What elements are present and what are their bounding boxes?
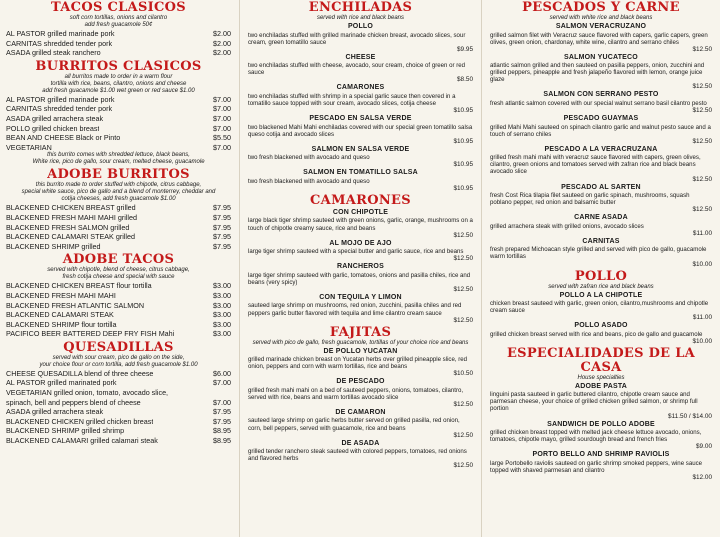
menu-item (248, 84, 473, 114)
menu-item-row (6, 104, 231, 114)
section-subtitle: soft corn tortillas, onions and cilantro (69, 15, 168, 21)
item-price: $3.00 (213, 281, 231, 291)
menu-item-row (6, 143, 231, 153)
item-description: large tiger shrimp sauteed with a special butter and garlic sauce, rice and beans (248, 248, 464, 256)
item-name: CON TEQUILA Y LIMON (319, 293, 402, 301)
item-price: $2.00 (213, 38, 231, 48)
item-description: fresh prepared Michoacan style grilled and served with pico de gallo, guacamole warm tortillas (490, 246, 707, 261)
item-name: CARNITAS (582, 237, 620, 245)
item-name: BLACKENED CHICKEN BREAST grilled (6, 203, 136, 213)
item-name: CON CHIPOTLE (332, 208, 389, 216)
menu-item-row (6, 203, 231, 213)
item-name: BLACKENED CALAMARI STEAK grilled (6, 232, 136, 242)
item-price: $12.50 (453, 285, 473, 293)
item-name: ASADA grilled arrachera steak (6, 113, 104, 123)
menu-item-row (6, 232, 231, 242)
item-price: $9.00 (696, 443, 712, 451)
menu-item (490, 421, 712, 451)
item-name: BLACKENED SHRIMP grilled shrimp (6, 426, 125, 436)
item-price: $7.95 (213, 203, 231, 213)
menu-item (490, 91, 712, 114)
section-adobe-tacos (6, 253, 231, 339)
menu-item-row (6, 417, 231, 427)
section-subtitle: special white sauce, pico de gallo and a blend of monterrey, cheddar and (21, 189, 216, 196)
menu-item-row (6, 95, 231, 105)
section-subtitle: House specialties (577, 374, 625, 381)
item-price: $12.50 (453, 231, 473, 239)
item-price: $7.00 (213, 104, 231, 114)
item-price: $12.50 (453, 431, 473, 439)
item-name: DE CAMARON (335, 408, 386, 416)
item-price: $6.00 (213, 368, 231, 378)
menu-item-row (6, 310, 231, 320)
section-title: ESPECIALIDADES DE LA CASA (506, 345, 696, 375)
item-name: BLACKENED CALAMARI grilled calamari steak (6, 436, 158, 446)
item-price: $12.50 (453, 316, 473, 324)
section-pescados-y-carne (490, 1, 712, 268)
item-price: $7.95 (213, 222, 231, 232)
item-description: sauteed large shrimp on garlic herbs butter served on grilled pasilla, red onion, corn, bell peppers, served with guacamole, rice and beans (248, 417, 460, 432)
menu-item (248, 240, 473, 263)
menu-item (248, 348, 473, 378)
item-name: POLLO A LA CHIPOTLE (559, 291, 643, 299)
menu-item-row (6, 398, 231, 408)
item-name: BLACKENED FRESH MAHI MAHI grilled (6, 212, 137, 222)
menu-item (248, 146, 473, 169)
item-price: $7.95 (213, 407, 231, 417)
item-description: large black tiger shrimp sauteed with green onions, garlic, orange, mushrooms on a touch of chipotle creamy sauce, rice and beans (248, 217, 473, 232)
section-tacos-clasicos (6, 1, 231, 58)
item-price: $10.00 (692, 260, 712, 268)
item-price: $12.50 (692, 107, 712, 115)
item-price: $7.95 (213, 232, 231, 242)
section-title: CAMARONES (310, 192, 411, 208)
item-name: POLLO (347, 23, 374, 30)
menu-item-row (6, 133, 231, 143)
section-adobe-burritos (6, 168, 231, 251)
item-price (228, 388, 231, 398)
item-name: CHEESE (345, 53, 376, 61)
section-title: PESCADOS Y CARNE (522, 0, 680, 15)
item-price: $11.00 (692, 229, 712, 237)
item-price: $7.00 (213, 123, 231, 133)
item-description: grilled Mahi Mahi sauteed on spinach cilantro garlic and walnut pesto sauce and a touch of serrano chiles (490, 123, 711, 138)
menu-item (248, 440, 473, 470)
item-price: $8.95 (213, 436, 231, 446)
item-description: two enchiladas stuffed with shrimp in a special garlic sauce then covered in a tomatillo sauce topped with sour cream, avocado slices, cotija cheese (248, 92, 456, 107)
section-camarones (248, 194, 473, 324)
item-name: SALMON CON SERRANO PESTO (543, 91, 659, 99)
section-title: ADOBE BURRITOS (47, 167, 190, 183)
section-subtitle: served with zafran rice and black beans (548, 283, 654, 290)
item-price: $7.00 (213, 113, 231, 123)
section-subtitle: tortilla with rice, beans, cilantro, onions and cheese (50, 80, 187, 87)
item-price: $12.50 (692, 137, 712, 145)
item-description: linguini pasta sauteed in garlic buttered cilantro, chipotle cream sauce and parmesan cheese, your choice of grilled chicken grilled salmon, or shrimp full portion (490, 391, 698, 413)
item-name: spinach, bell and peppers blend of cheese (6, 397, 141, 407)
menu-item (490, 146, 712, 183)
item-price: $2.00 (213, 48, 231, 58)
item-name: BLACKENED CHICKEN BREAST flour tortilla (6, 281, 152, 291)
section-title: FAJITAS (329, 324, 392, 340)
menu-item-row (6, 320, 231, 330)
section-subtitle: add fresh guacamole $1.00 wet green or red sauce $1.00 (42, 87, 195, 94)
menu-item (490, 383, 712, 420)
menu-item (248, 115, 473, 145)
section-subtitle: served with sour cream, pico de gallo on the side, (52, 354, 185, 361)
item-price: $12.50 (453, 462, 473, 470)
section-pollo (490, 270, 712, 345)
section-title: POLLO (574, 268, 628, 284)
item-name: PESCADO EN SALSA VERDE (309, 115, 412, 123)
item-name: BLACKENED FRESH SALMON grilled (6, 222, 130, 232)
item-name: RANCHEROS (337, 263, 384, 271)
item-description: grilled chicken breast topped with melted jack cheese lettuce avocado, onions, tomatoes, chipotle mayo, grilled sourdough bread and french fries (490, 429, 702, 444)
item-name: VEGETARIAN grilled onion, tomato, avocado slice, (6, 388, 169, 398)
section-fajitas (248, 326, 473, 470)
item-price: $5.50 (213, 133, 231, 143)
item-name: BLACKENED SHRIMP flour tortilla (6, 319, 117, 329)
item-name: AL MOJO DE AJO (329, 239, 392, 247)
menu-item-row (6, 369, 231, 379)
section-enchiladas (248, 1, 473, 192)
item-description: sauteed large shrimp on mushrooms, red onion, zucchini, pasilla chiles and red peppers garlic butter flavored with tequila and lime cilantro cream sauce (248, 302, 462, 317)
section-title: TACOS CLASICOS (51, 0, 186, 15)
item-price: $9.95 (457, 45, 473, 53)
item-price: $7.95 (213, 416, 231, 426)
menu-item-row (6, 329, 231, 339)
item-name: POLLO grilled chicken breast (6, 123, 100, 133)
item-description: two fresh blackened with avocado and queso (248, 154, 370, 162)
item-name: DE POLLO YUCATAN (323, 347, 398, 355)
item-description: grilled marinade chicken breast on Yucatan herbs over grilled pineapple slice, red onion, peppers and corn with warm tortillas, rice and beans (248, 356, 468, 371)
item-price: $10.95 (453, 107, 473, 115)
item-description: two enchiladas stuffed with grilled marinade chicken breast, avocado slices, sour cream, green tomatillo sauce (248, 31, 466, 46)
menu-item (248, 209, 473, 239)
menu-item (248, 409, 473, 439)
item-price: $10.95 (453, 137, 473, 145)
item-price: $3.00 (213, 310, 231, 320)
menu-item (490, 322, 712, 345)
menu-item-row (6, 29, 231, 39)
item-description: large Portobello raviolis sauteed on garlic shrimp smoked peppers, wine sauce topped with shaved parmesan and cilantro (490, 459, 703, 474)
menu-item-row (6, 378, 231, 388)
item-name: VEGETARIAN (6, 142, 52, 152)
item-price: $8.95 (213, 426, 231, 436)
item-name: DE ASADA (341, 439, 380, 447)
item-name: AL PASTOR grilled marinated pork (6, 378, 117, 388)
menu-item (490, 115, 712, 145)
menu-item-row (6, 48, 231, 58)
section-subtitle: served with white rice and black beans (549, 15, 653, 21)
menu-column-middle (240, 0, 482, 537)
item-price: $12.50 (453, 255, 473, 263)
section-title: BURRITOS CLASICOS (35, 58, 202, 74)
item-name: BLACKENED CHICKEN grilled chicken breast (6, 416, 154, 426)
item-name: ASADA grilled steak ranchero (6, 48, 101, 58)
item-description: two enchiladas stuffed with cheese, avocado, sour cream, choice of green or red sauce (248, 62, 466, 77)
section-subtitle: served with chipotle, blend of cheese, citrus cabbage, (47, 267, 190, 274)
item-description: fresh Cost Rica tilapia filet sauteed on garlic spinach, mushrooms, squash poblano pepper, red onion and balsamic butter (490, 192, 690, 207)
item-price: $3.00 (213, 300, 231, 310)
item-name: SALMON YUCATECO (564, 53, 638, 61)
menu-item-row (6, 436, 231, 446)
section-title: ADOBE TACOS (62, 252, 175, 268)
section-especialidades (490, 347, 712, 481)
item-name: SALMON VERACRUZANO (555, 23, 647, 30)
item-description: two blackened Mahi Mahi enchiladas covered with our special green tomatillo salsa queso cotija and avocado slices (248, 123, 473, 138)
item-name: CARNITAS shredded tender pork (6, 104, 113, 114)
item-description: grilled tender ranchero steak sauteed with colored peppers, tomatoes, red onions and flavored herbs (248, 448, 467, 463)
menu-item-row (6, 223, 231, 233)
menu-item (490, 292, 712, 322)
item-description: two fresh blackened with avocado and queso (248, 177, 370, 185)
menu-item (248, 378, 473, 408)
item-description: chicken breast sauteed with garlic, green onion, cilantro,mushrooms and chipotle cream sauce (490, 300, 709, 315)
item-price: $10.50 (453, 370, 473, 378)
item-name: CHEESE QUESADILLA blend of three cheese (6, 368, 154, 378)
menu-item (490, 54, 712, 91)
section-subtitle: add fresh guacamole 50¢ (84, 22, 153, 28)
item-name: CAMARONES (336, 84, 385, 92)
menu-item-row (6, 407, 231, 417)
menu-item-row (6, 388, 231, 398)
menu-item-row (6, 291, 231, 301)
item-price: $12.50 (692, 83, 712, 91)
item-price: $8.50 (457, 76, 473, 84)
menu-item-row (6, 242, 231, 252)
item-name: CARNITAS shredded tender pork (6, 38, 113, 48)
item-price: $12.50 (453, 400, 473, 408)
item-name: SALMON EN TOMATILLO SALSA (303, 169, 418, 177)
section-title: ENCHILADAS (308, 0, 413, 15)
item-description: large tiger shrimp sauteed with garlic, tomatoes, onions and pasilla chiles, rice and beans (very spicy) (248, 271, 471, 286)
menu-item (490, 238, 712, 268)
item-name: BLACKENED SHRIMP grilled (6, 241, 101, 251)
menu-item (490, 184, 712, 214)
menu-item (248, 23, 473, 53)
item-name: CARNE ASADA (574, 214, 628, 222)
menu-item-row (6, 114, 231, 124)
item-description: grilled arrachera steak with grilled onions, avocado slices (490, 222, 644, 230)
item-name: ADOBE PASTA (574, 382, 628, 390)
menu-item-row (6, 213, 231, 223)
item-description: grilled fresh mahi mahi on a bed of sauteed peppers, onions, tomatoes, cilantro, served with rice, beans and warm tortillas avocado slice (248, 386, 464, 401)
item-name: PESCADO AL SARTEN (561, 183, 641, 191)
menu-item (490, 214, 712, 237)
item-name: POLLO ASADO (574, 322, 628, 330)
item-price: $11.00 (692, 314, 712, 322)
item-price: $12.50 (692, 45, 712, 53)
menu-column-left (0, 0, 240, 537)
item-price: $3.00 (213, 319, 231, 329)
item-name: BLACKENED CALAMARI STEAK (6, 310, 114, 320)
section-subtitle: served with pico de gallo, fresh guacamole, tortillas of your choice rice and beans (252, 339, 469, 346)
item-price: $3.00 (213, 329, 231, 339)
item-name: PESCADO A LA VERACRUZANA (544, 145, 658, 153)
section-subtitle: cotija cheeses, add fresh guacamole $1.00 (61, 196, 176, 203)
item-description: grilled fresh mahi mahi with veracruz sauce flavored with capers, green olives, cilantro, green onions and tomatoes served with zafran rice and black beans avocado slice (490, 154, 701, 176)
menu-item-row (6, 426, 231, 436)
menu-item (490, 451, 712, 481)
section-note: this burrito comes with shredded lettuce, black beans, (47, 152, 190, 159)
item-price: $7.00 (213, 397, 231, 407)
item-price: $11.50 / $14.00 (668, 412, 712, 420)
section-note: White rice, pico de gallo, sour cream, melted cheese, guacamole (32, 159, 205, 166)
menu-item (248, 294, 473, 324)
item-price: $12.50 (692, 175, 712, 183)
menu-item (490, 23, 712, 53)
section-subtitle: fresh cotija cheese and special with sauce (62, 274, 175, 281)
item-price: $7.00 (213, 142, 231, 152)
item-name: AL PASTOR grilled marinade pork (6, 94, 115, 104)
menu-item-row (6, 124, 231, 134)
section-subtitle: all burritos made to order in a warm flour (64, 73, 173, 80)
item-name: BLACKENED FRESH MAHI MAHI (6, 290, 116, 300)
item-name: SANDWICH DE POLLO ADOBE (547, 420, 655, 428)
item-price: $10.00 (692, 337, 712, 345)
item-price: $2.00 (213, 29, 231, 38)
item-description: grilled salmon filet with Veracruz sauce flavored with capers, garlic capers, green olives, green onion, chardonay, white wine, cilantro and serrano chiles (490, 31, 708, 46)
section-burritos-clasicos (6, 60, 231, 167)
item-price: $12.50 (692, 206, 712, 214)
item-description: grilled chicken breast served with rice and beans, pico de gallo and guacamole (490, 330, 703, 338)
item-price: $7.00 (213, 94, 231, 104)
menu-item-row (6, 39, 231, 49)
item-name: BEAN AND CHEESE Black or Pinto (6, 133, 121, 143)
item-price: $7.95 (213, 241, 231, 251)
item-name: PORTO BELLO AND SHRIMP RAVIOLIS (532, 451, 670, 459)
item-price: $7.95 (213, 212, 231, 222)
item-description: atlantic salmon grilled and then sauteed on pasilla peppers, onion, zucchini and grilled peppers, pineapple and fresh jalapeño flavored with lemon, orange juice glaze (490, 62, 705, 84)
item-price: $12.00 (692, 473, 712, 481)
section-quesadillas (6, 341, 231, 446)
item-name: DE PESCADO (336, 378, 385, 386)
item-name: SALMON EN SALSA VERDE (311, 145, 410, 153)
section-subtitle: served with rice and black beans (316, 15, 405, 21)
menu-column-right (482, 0, 720, 537)
item-name: ASADA grilled arrachera steak (6, 407, 104, 417)
item-description: fresh atlantic salmon covered with our special walnut serrano basil cilantro pesto (490, 99, 707, 107)
menu-item (248, 263, 473, 293)
section-title: QUESADILLAS (63, 339, 174, 355)
item-price: $10.95 (453, 184, 473, 192)
item-price: $3.00 (213, 290, 231, 300)
item-price: $10.95 (453, 161, 473, 169)
section-subtitle: your choice flour or corn tortilla, add fresh guacamole $1.00 (39, 361, 198, 368)
item-name: AL PASTOR grilled marinade pork (6, 29, 115, 38)
item-price: $7.00 (213, 378, 231, 388)
item-name: BLACKENED FRESH ATLANTIC SALMON (6, 300, 145, 310)
menu-item-row (6, 301, 231, 311)
menu-item (248, 54, 473, 84)
menu-item (248, 169, 473, 192)
item-name: PACIFICO BEER BATTERED DEEP FRY FISH Mahi (6, 329, 175, 339)
menu-item-row (6, 281, 231, 291)
section-subtitle: this burrito made to order stuffed with chipotle, citrus cabbage, (35, 182, 202, 189)
item-name: PESCADO GUAYMAS (563, 115, 639, 123)
